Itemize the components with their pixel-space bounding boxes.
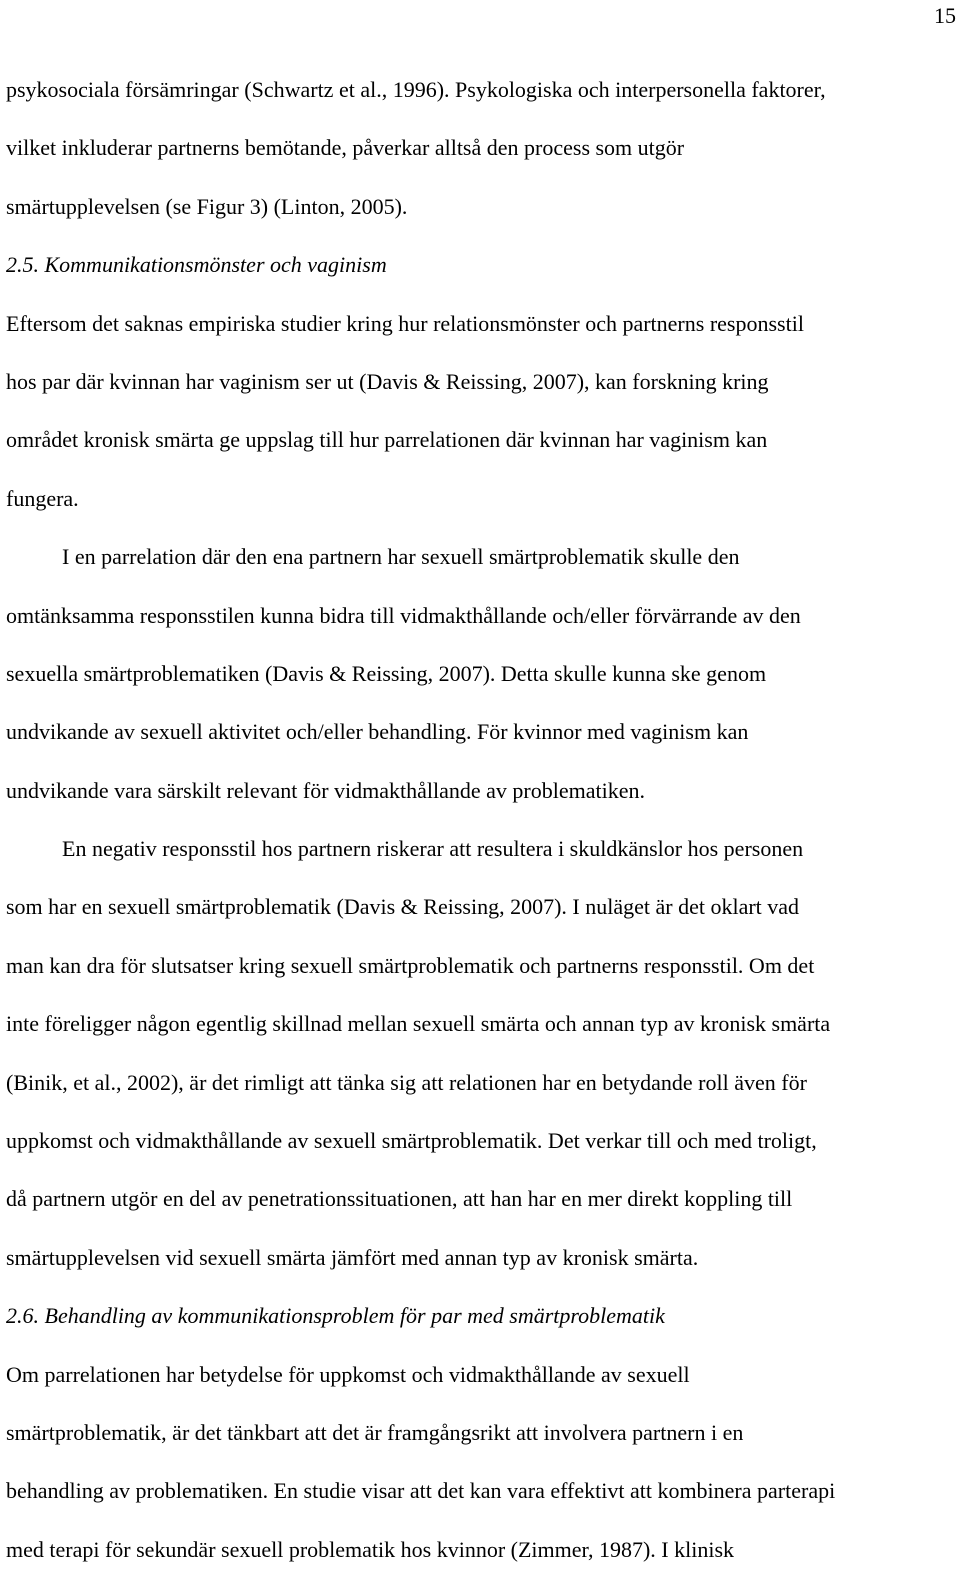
text-line: med terapi för sekundär sexuell problematik hos kvinnor (Zimmer, 1987). I klinisk [6,1536,735,1562]
text-line: inte föreligger någon egentlig skillnad mellan sexuell smärta och annan typ av kronisk smärta [6,1011,831,1037]
text-line: undvikande av sexuell aktivitet och/eller behandling. För kvinnor med vaginism kan [6,719,749,745]
text-line: En negativ responsstil hos partnern riskerar att resultera i skuldkänslor hos personen [62,836,804,862]
section-heading: 2.6. Behandling av kommunikationsproblem för par med smärtproblematik [6,1303,665,1329]
text-line: (Binik, et al., 2002), är det rimligt att tänka sig att relationen har en betydande roll även för [6,1069,807,1095]
text-line: Om parrelationen har betydelse för uppkomst och vidmakthållande av sexuell [6,1361,690,1387]
text-line: området kronisk smärta ge uppslag till hur parrelationen där kvinnan har vaginism kan [6,427,768,453]
text-line: man kan dra för slutsatser kring sexuell smärtproblematik och partnerns responsstil. Om det [6,952,815,978]
text-line: Eftersom det saknas empiriska studier kring hur relationsmönster och partnerns responsstil [6,310,804,336]
text-line: undvikande vara särskilt relevant för vidmakthållande av problematiken. [6,777,645,803]
text-line: smärtupplevelsen vid sexuell smärta jämfört med annan typ av kronisk smärta. [6,1244,699,1270]
text-line: hos par där kvinnan har vaginism ser ut (Davis & Reissing, 2007), kan forskning kring [6,368,769,394]
document-body [6,61,958,1579]
section-heading: 2.5. Kommunikationsmönster och vaginism [6,252,387,278]
text-line: I en parrelation där den ena partnern har sexuell smärtproblematik skulle den [62,544,740,570]
text-line: omtänksamma responsstilen kunna bidra till vidmakthållande och/eller förvärrande av den [6,602,801,628]
text-line: behandling av problematiken. En studie visar att det kan vara effektivt att kombinera parterapi [6,1478,836,1504]
text-line: smärtupplevelsen (se Figur 3) (Linton, 2005). [6,193,408,219]
text-line: smärtproblematik, är det tänkbart att det är framgångsrikt att involvera partnern i en [6,1419,744,1445]
text-line: då partnern utgör en del av penetrationssituationen, att han har en mer direkt koppling till [6,1186,793,1212]
text-line: som har en sexuell smärtproblematik (Davis & Reissing, 2007). I nuläget är det oklart vad [6,894,800,920]
page-number: 15 [934,3,956,28]
text-line: sexuella smärtproblematiken (Davis & Reissing, 2007). Detta skulle kunna ske genom [6,660,767,686]
text-line: vilket inkluderar partnerns bemötande, påverkar alltså den process som utgör [6,135,685,161]
text-line: uppkomst och vidmakthållande av sexuell smärtproblematik. Det verkar till och med troligt, [6,1128,817,1154]
text-line: fungera. [6,485,79,511]
text-line: psykosociala försämringar (Schwartz et al., 1996). Psykologiska och interpersonella faktorer, [6,77,826,102]
